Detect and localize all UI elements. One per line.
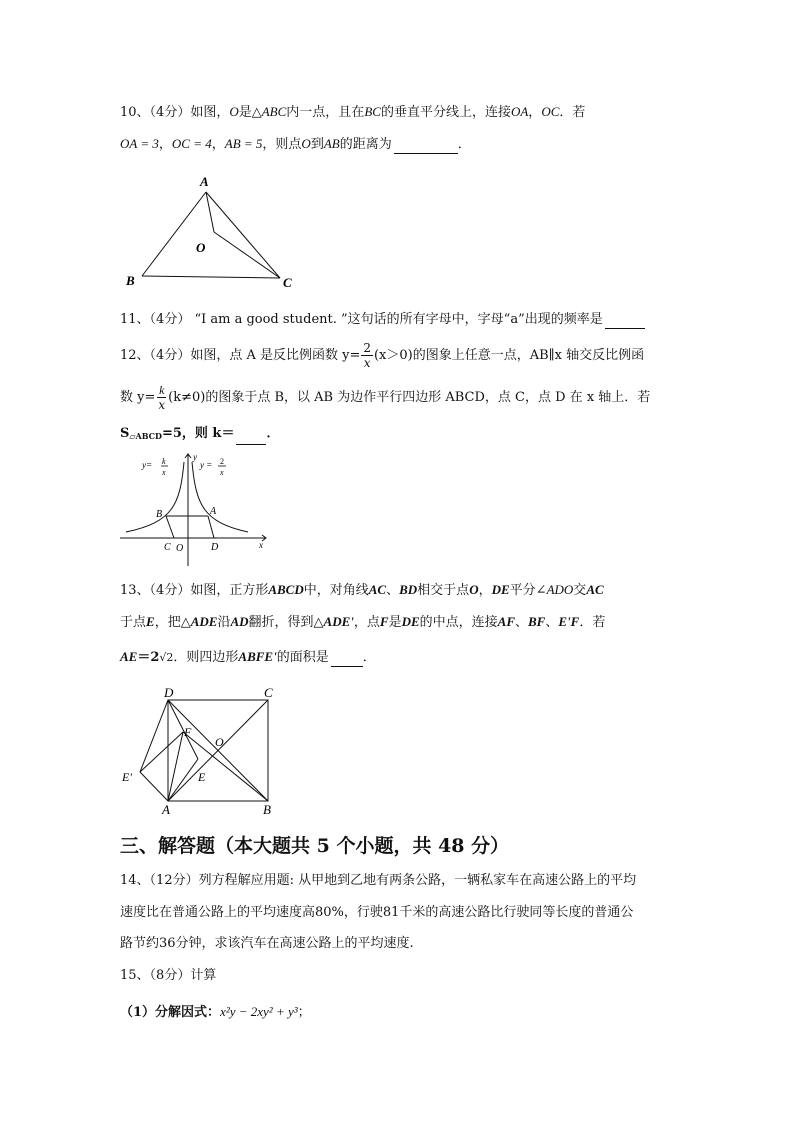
q11-line: 11、（4分） “I am a good student. ”这句话的所有字母中，字母“a”出现的频率是 [120, 311, 645, 329]
q12-hyperbola-figure [118, 450, 278, 568]
label-O: O [176, 543, 184, 554]
q12-line2: 数 y= $\frac{k}{x}$ (k≠0)的图象于点 B，以 AB 为边作平行四边形 ABCD，点 C，点 D 在 x 轴上．若 [120, 383, 651, 412]
fraction-2-over-x: $\frac{2}{x}$ [363, 341, 371, 370]
label-D: D [164, 685, 174, 700]
q15-item1: （1）分解因式：x²y − 2xy² + y³； [120, 1004, 311, 1020]
label-y-axis: y [193, 452, 197, 462]
label-F: F [184, 725, 192, 739]
label-C: C [283, 275, 292, 290]
label-E: E [198, 770, 206, 784]
q12-line3: $S_{▱ABCD}=5$，则 k＝ ． [120, 425, 279, 445]
q13-line2: 于点E，把△ADE沿AD翻折，得到△ADE'，点F是DE的中点，连接AF、BF、E'F．若 [120, 614, 606, 630]
q13-line3: AE＝2√2．则四边形ABFE'的面积是 ． [120, 649, 376, 665]
label-A: A [210, 506, 217, 517]
q15-line1: 15、（8分）计算 [120, 968, 217, 983]
answer-blank [394, 139, 458, 154]
label-B: B [263, 802, 271, 817]
label-y-2x: y = [200, 460, 213, 470]
answer-blank [331, 652, 363, 667]
label-C: C [164, 542, 171, 553]
label-O: O [215, 735, 224, 749]
fraction-k-over-x: $\frac{k}{x}$ [158, 383, 166, 412]
label-y-kx: y= [142, 460, 153, 470]
label-O: O [196, 240, 206, 255]
label-D: D [211, 542, 219, 553]
label-A: A [200, 174, 209, 189]
label-B: B [156, 509, 163, 520]
answer-blank [236, 430, 266, 445]
label-C: C [264, 685, 273, 700]
answer-blank [605, 314, 645, 329]
label-x-axis: x [259, 540, 263, 550]
q12-line1: 12、（4分）如图，点 A 是反比例函数 y= $\frac{2}{x}$ (x＞0)的图象上任意一点，AB∥x 轴交反比例函 [120, 341, 645, 370]
q13-square-figure [118, 684, 288, 819]
label-x-den-2: x [220, 468, 224, 477]
q10-triangle-figure [120, 170, 310, 295]
q14-line1: 14、（12分）列方程解应用题: 从甲地到乙地有两条公路，一辆私家车在高速公路上的平均 [120, 873, 637, 888]
label-x-den: x [162, 468, 166, 477]
q10-line2: OA = 3，OC = 4，AB = 5，则点O到AB的距离为 ． [120, 136, 471, 152]
q14-line2: 速度比在普通公路上的平均速度高80%，行驶81千米的高速公路比行驶同等长度的普通公 [120, 905, 634, 920]
q14-line3: 路节约36分钟，求该汽车在高速公路上的平均速度. [120, 936, 414, 951]
label-E-prime: E' [122, 770, 132, 784]
q13-line1: 13、（4分）如图，正方形ABCD中，对角线AC、BD相交于点O，DE平分∠ADO交AC [120, 582, 604, 598]
q10-line1: 10、（4分）如图，O是△ABC内一点，且在BC的垂直平分线上，连接OA，OC．若 [120, 104, 586, 120]
label-2: 2 [220, 457, 224, 466]
label-A: A [162, 802, 170, 817]
label-k: k [162, 457, 166, 466]
label-B: B [126, 273, 135, 288]
section-title: 三、解答题（本大题共 5 个小题，共 48 分） [120, 835, 510, 857]
